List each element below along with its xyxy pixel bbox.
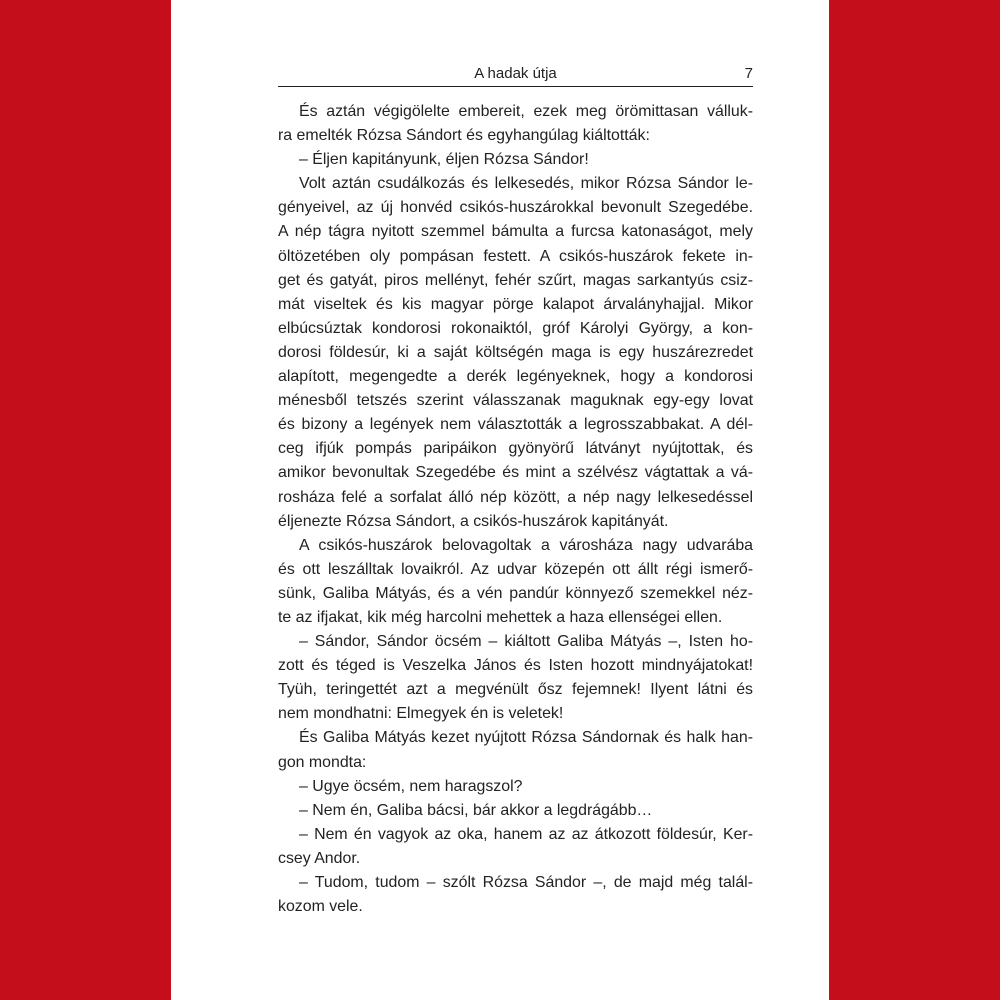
text-line: Tyüh, teringettét azt a megvénült ősz fejemnek! Ilyent látni és [278, 681, 753, 699]
text-line: rosháza felé a sorfalat álló nép között, a nép nagy lelkesedéssel [278, 488, 753, 506]
text-line: – Nem én, Galiba bácsi, bár akkor a legdrágább… [299, 801, 653, 819]
text-line: – Nem én vagyok az oka, hanem az az átkozott földesúr, Ker- [299, 825, 753, 843]
text-line: És Galiba Mátyás kezet nyújtott Rózsa Sándornak és halk han- [299, 729, 753, 747]
text-line: sünk, Galiba Mátyás, és a vén pandúr könnyező szemekkel néz- [278, 584, 753, 602]
text-line: És aztán végigölelte embereit, ezek meg örömittasan válluk- [299, 103, 753, 120]
text-line: A csikós-huszárok belovagoltak a városháza nagy udvarába [299, 536, 753, 554]
text-line: ra emelték Rózsa Sándort és egyhangúlag kiáltották: [278, 127, 650, 145]
text-line: gényeivel, az új honvéd csikós-huszárokkal bevonult Szegedébe. [278, 199, 753, 217]
page-number: 7 [744, 65, 753, 82]
text-line: amikor bevonultak Szegedébe és mint a szélvész vágtattak a vá- [278, 464, 753, 482]
text-line: – Éljen kapitányunk, éljen Rózsa Sándor! [299, 151, 589, 169]
text-line: kozom vele. [278, 898, 363, 916]
text-line: nem mondhatni: Elmegyek én is veletek! [278, 705, 564, 723]
running-header [278, 64, 753, 87]
text-line: öltözetében oly pompásan festett. A csikós-huszárok fekete in- [278, 247, 753, 265]
text-line: dorosi földesúr, ki a saját költségén maga is egy huszárezredet [278, 343, 753, 361]
text-line: gon mondta: [278, 753, 367, 771]
running-title: A hadak útja [474, 65, 557, 82]
text-line: és ott leszálltak lovaikról. Az udvar közepén ott állt régi ismerő- [278, 560, 753, 578]
text-line: alapított, megengedte a derék legényeknek, hogy a kondorosi [278, 368, 753, 386]
text-line: zott és téged is Veszelka János és Isten hozott mindnyájatokat! [278, 657, 753, 675]
text-line: – Ugye öcsém, nem haragszol? [299, 777, 523, 795]
text-line: get és gatyát, piros mellényt, fehér szűrt, magas sarkantyús csiz- [278, 271, 753, 289]
book-page [171, 0, 829, 1000]
text-line: te az ifjakat, kik még harcolni mehettek a haza ellenségei ellen. [278, 608, 723, 626]
text-line: A nép tágra nyitott szemmel bámulta a furcsa katonaságot, mely [278, 223, 753, 241]
text-line: – Tudom, tudom – szólt Rózsa Sándor –, de majd még talál- [299, 874, 753, 891]
text-line: éljenezte Rózsa Sándort, a csikós-huszárok kapitányát. [278, 512, 669, 530]
body-text [278, 100, 753, 919]
text-line: – Sándor, Sándor öcsém – kiáltott Galiba Mátyás –, Isten ho- [299, 633, 753, 651]
text-line: és bizony a legények nem választották a legrosszabbakat. A dél- [278, 416, 753, 434]
text-line: ménesből tetszés szerint válasszanak maguknak egy-egy lovat [278, 392, 753, 410]
text-line: Volt aztán csudálkozás és lelkesedés, mikor Rózsa Sándor le- [299, 175, 753, 193]
text-line: elbúcsúztak kondorosi rokonaiktól, gróf Károlyi György, a kon- [278, 319, 753, 337]
text-line: mát viseltek és kis magyar pörge kalapot árvalányhajjal. Mikor [278, 295, 753, 313]
text-line: csey Andor. [278, 849, 361, 867]
text-line: ceg ifjúk pompás paripáikon gyönyörű látványt nyújtottak, és [278, 440, 753, 458]
